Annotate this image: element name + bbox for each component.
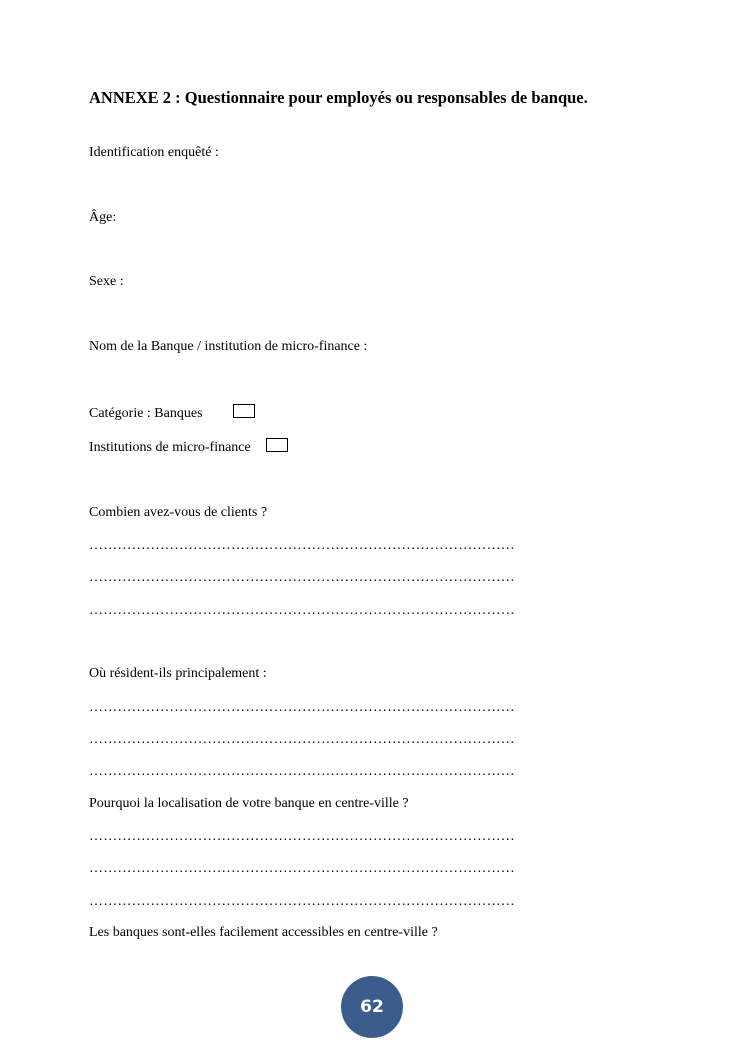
question-residence: Où résident-ils principalement : xyxy=(89,666,267,681)
answer-line[interactable]: ……………………………………………………………………………… xyxy=(89,603,515,618)
answer-line[interactable]: ……………………………………………………………………………… xyxy=(89,732,515,747)
bank-name-label: Nom de la Banque / institution de micro-finance : xyxy=(89,339,368,354)
page-number-badge: 62 xyxy=(341,976,403,1038)
sex-label: Sexe : xyxy=(89,274,124,289)
question-accessibility: Les banques sont-elles facilement accessibles en centre-ville ? xyxy=(89,925,438,940)
annex-title: ANNEXE 2 : Questionnaire pour employés ou responsables de banque. xyxy=(89,88,588,107)
imf-checkbox[interactable] xyxy=(266,438,288,452)
answer-line[interactable]: ……………………………………………………………………………… xyxy=(89,861,515,876)
category-banques-label: Catégorie : Banques xyxy=(89,406,203,421)
answer-line[interactable]: ……………………………………………………………………………… xyxy=(89,764,515,779)
answer-line[interactable]: ……………………………………………………………………………… xyxy=(89,538,515,553)
answer-line[interactable]: ……………………………………………………………………………… xyxy=(89,829,515,844)
age-label: Âge: xyxy=(89,210,117,225)
question-clients: Combien avez-vous de clients ? xyxy=(89,505,268,520)
answer-line[interactable]: ……………………………………………………………………………… xyxy=(89,570,515,585)
category-imf-label: Institutions de micro-finance xyxy=(89,440,251,455)
identification-label: Identification enquêté : xyxy=(89,145,219,160)
answer-line[interactable]: ……………………………………………………………………………… xyxy=(89,700,515,715)
answer-line[interactable]: ……………………………………………………………………………… xyxy=(89,894,515,909)
banques-checkbox[interactable] xyxy=(233,404,255,418)
question-localisation: Pourquoi la localisation de votre banque en centre-ville ? xyxy=(89,796,409,811)
